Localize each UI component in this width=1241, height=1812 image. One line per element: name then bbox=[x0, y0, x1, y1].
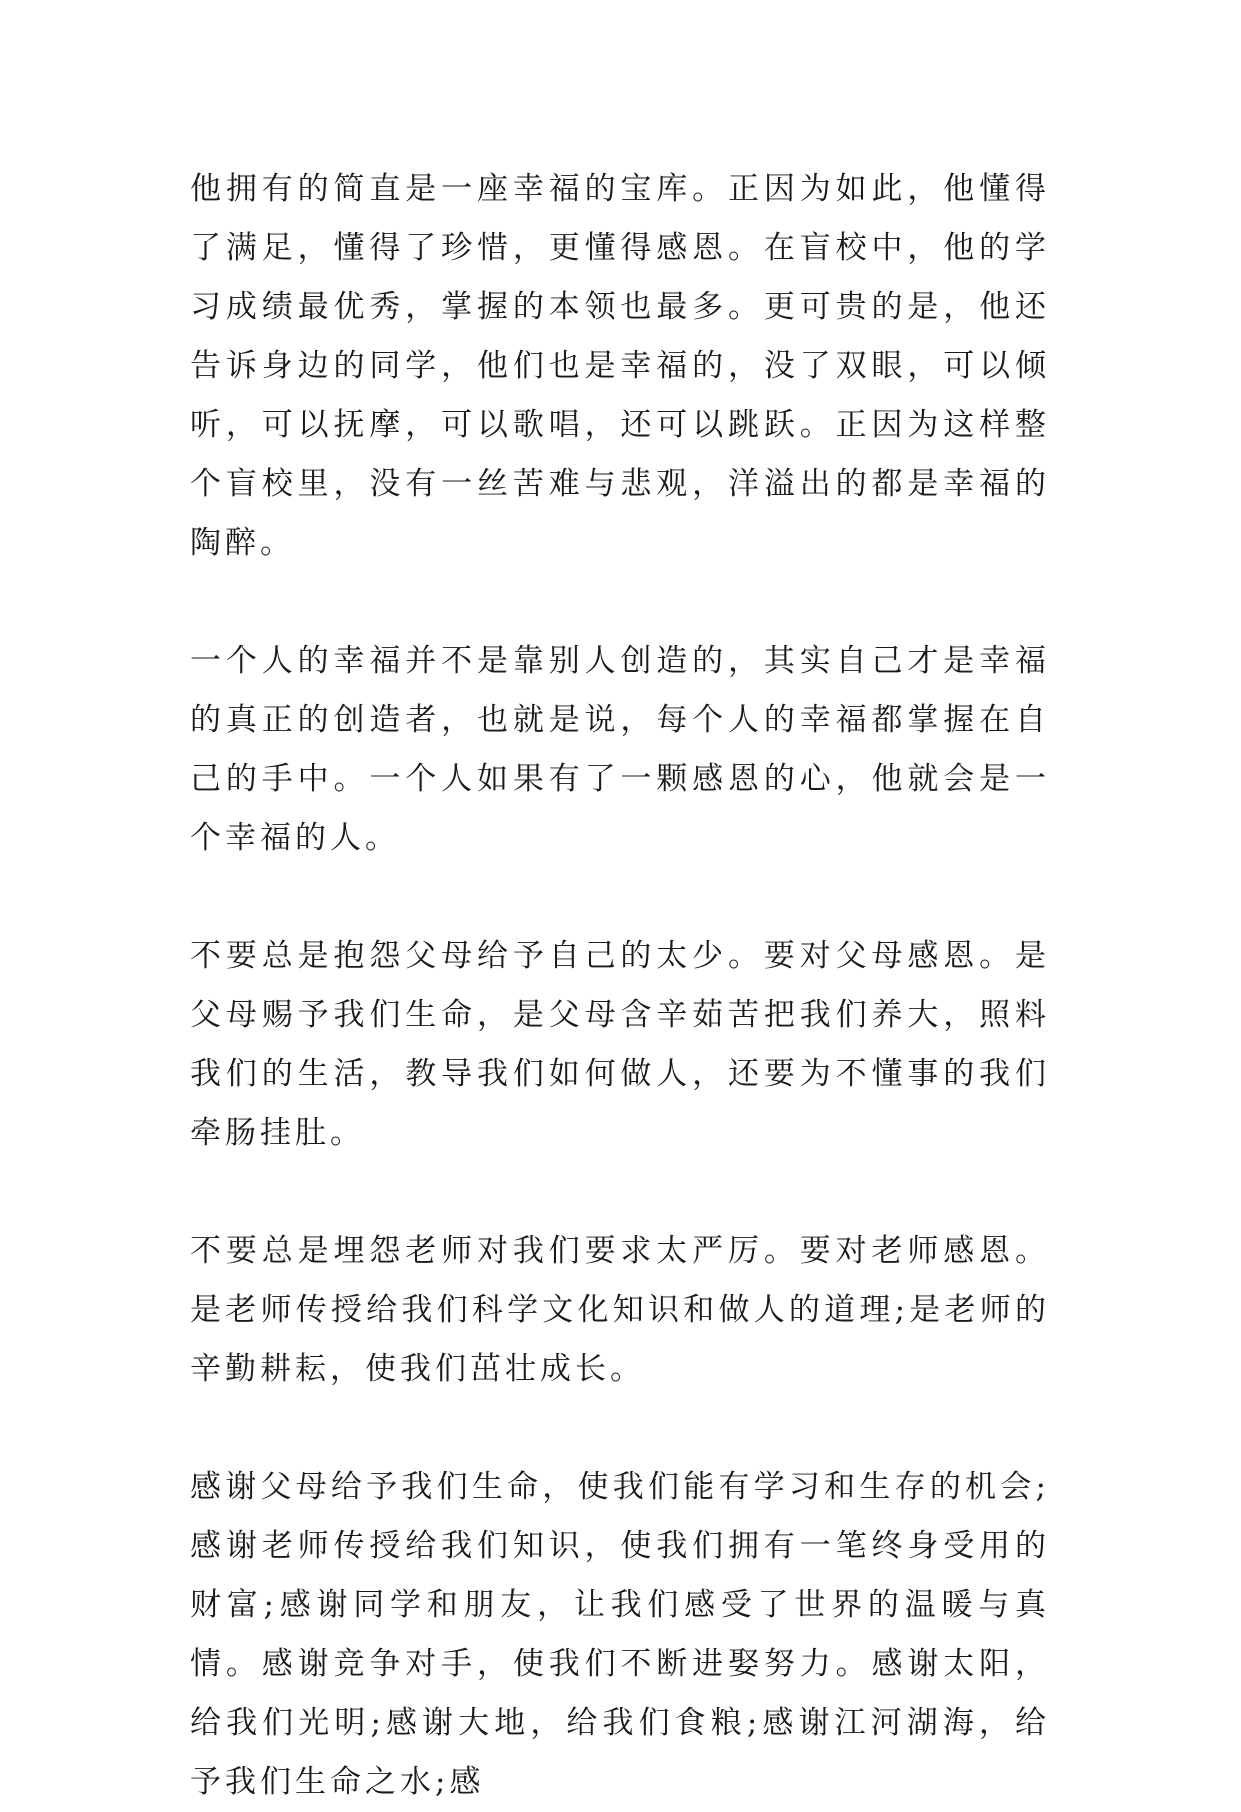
paragraph-5: 感谢父母给予我们生命，使我们能有学习和生存的机会;感谢老师传授给我们知识，使我们拥有一笔终身受用的财富;感谢同学和朋友，让我们感受了世界的温暖与真情。感谢竞争对手，使我们不断进娶努力。感谢太阳，给我们光明;感谢大地，给我们食粮;感谢江河湖海，给予我们生命之水;感 bbox=[190, 1469, 1050, 1800]
paragraph-3: 不要总是抱怨父母给予自己的太少。要对父母感恩。是父母赐予我们生命，是父母含辛茹苦把我们养大，照料我们的生活，教导我们如何做人，还要为不懂事的我们牵肠挂肚。 bbox=[190, 938, 1050, 1151]
body-text bbox=[190, 160, 1050, 1812]
paragraph-4: 不要总是埋怨老师对我们要求太严厉。要对老师感恩。是老师传授给我们科学文化知识和做人的道理;是老师的辛勤耕耘，使我们茁壮成长。 bbox=[190, 1233, 1050, 1387]
paragraph-2: 一个人的幸福并不是靠别人创造的，其实自己才是幸福的真正的创造者，也就是说，每个人的幸福都掌握在自己的手中。一个人如果有了一颗感恩的心，他就会是一个幸福的人。 bbox=[190, 643, 1050, 856]
paragraph-1: 他拥有的简直是一座幸福的宝库。正因为如此，他懂得了满足，懂得了珍惜，更懂得感恩。在盲校中，他的学习成绩最优秀，掌握的本领也最多。更可贵的是，他还告诉身边的同学，他们也是幸福的，没了双眼，可以倾听，可以抚摩，可以歌唱，还可以跳跃。正因为这样整个盲校里，没有一丝苦难与悲观，洋溢出的都是幸福的陶醉。 bbox=[190, 171, 1050, 561]
